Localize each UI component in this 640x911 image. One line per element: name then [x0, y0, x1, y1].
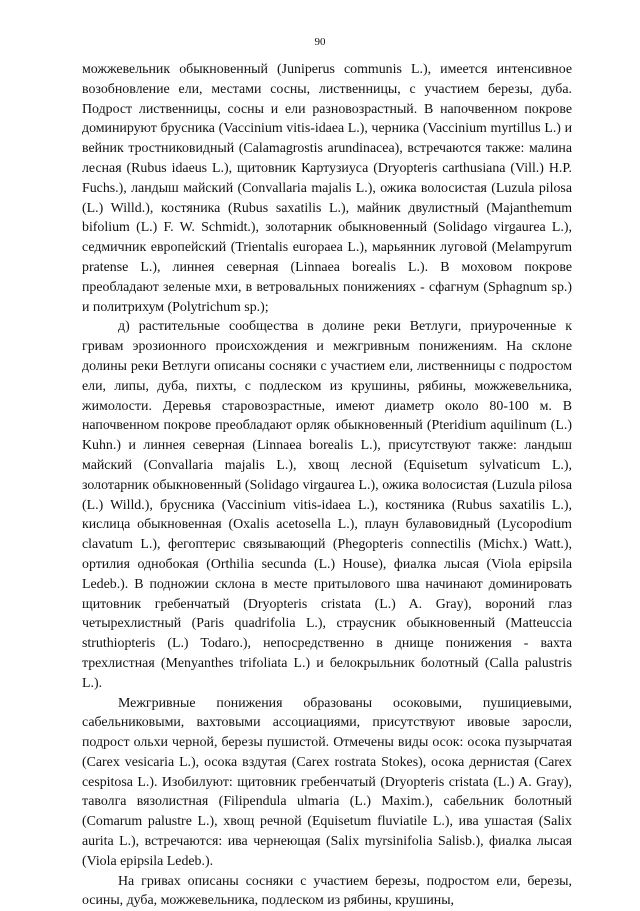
paragraph-inter-ridge-depressions: Межгривные понижения образованы осоковыми, пушициевыми, сабельниковыми, вахтовыми ассоциациями, присутствуют ивовые заросли, подрост ольхи черной, березы пушистой. Отмечены виды осок: осока пузырчатая (Carex vesicaria L.), осока вздутая (Carex rostrata Stokes), осока дернистая (Carex cespitosa L.). Изобилуют: щитовник гребенчатый (Dryopteris cristata (L.) A. Gray), таволга вязолистная (Filipendula ulmaria (L.) Maxim.), сабельник болотный (Comarum palustre L.), хвощ речной (Equisetum fluviatile L.), ива ушастая (Salix aurita L.), встречаются: ива чернеющая (Salix myrsinifolia Salisb.), фиалка лысая (Viola epipsila Ledeb.).: [82, 695, 572, 869]
paragraph-vetluga-valley: д) растительные сообщества в долине реки Ветлуги, приуроченные к гривам эрозионного происхождения и межгривным понижениям. На склоне долины реки Ветлуги описаны сосняки с участием ели, лиственницы с подростом ели, липы, дуба, пихты, с подлеском из крушины, рябины, можжевельника, жимолости. Деревья старовозрастные, имеют диаметр около 80-100 м. В напочвенном покрове преобладают орляк обыкновенный (Pteridium aquilinum (L.) Kuhn.) и линнея северная (Linnaea borealis L.), присутствуют также: ландыш майский (Convallaria majalis L.), хвощ лесной (Equisetum sylvaticum L.), золотарник обыкновенный (Solidago virgaurea L.), ожика волосистая (Luzula pilosa (L.) Willd.), брусника (Vaccinium vitis-idaea L.), костяника (Rubus saxatilis L.), кислица обыкновенная (Oxalis acetosella L.), плаун булавовидный (Lycopodium clavatum L.), фегоптерис связывающий (Phegopteris connectilis (Michx.) Watt.), ортилия однобокая (Orthilia secunda (L.) House), фиалка лысая (Viola epipsila Ledeb.). В подножии склона в месте притылового шва начинают доминировать щитовник гребенчатый (Dryopteris cristata (L.) A. Gray), вороний глаз четырехлистный (Paris quadrifolia L.), страусник обыкновенный (Matteuccia struthiopteris (L.) Todaro.), непосредственно в днище понижения - вахта трехлистная (Menyanthes trifoliata L.) и белокрыльник болотный (Calla palustris L.).: [82, 319, 572, 691]
paragraph-continuation: можжевельник обыкновенный (Juniperus communis L.), имеется интенсивное возобновление ели, местами сосны, лиственницы, с участием березы, дуба. Подрост лиственницы, сосны и ели разновозрастный. В напочвенном покрове доминируют брусника (Vaccinium vitis-idaea L.), черника (Vaccinium myrtillus L.) и вейник тростниковидный (Calamagrostis arundinacea), встречаются также: малина лесная (Rubus idaeus L.), щитовник Картузиуса (Dryopteris carthusiana (Vill.) H.P. Fuchs.), ландыш майский (Convallaria majalis L.), ожика волосистая (Luzula pilosa (L.) Willd.), костяника (Rubus saxatilis L.), майник двулистный (Majanthemum bifolium (L.) F. W. Schmidt.), золотарник обыкновенный (Solidago virgaurea L.), седмичник европейский (Trientalis europaea L.), марьянник луговой (Melampyrum pratense L.), линнея северная (Linnaea borealis L.). В моховом покрове преобладают зеленые мхи, в ветровальных понижениях - сфагнум (Sphagnum sp.) и политрихум (Polytrichum sp.);: [82, 62, 572, 315]
body-text: [82, 60, 572, 911]
paragraph-ridges: На гривах описаны сосняки с участием березы, подростом ели, березы, осины, дуба, можжевельника, подлеском из рябины, крушины,: [82, 873, 572, 909]
page-number: 90: [314, 36, 326, 48]
